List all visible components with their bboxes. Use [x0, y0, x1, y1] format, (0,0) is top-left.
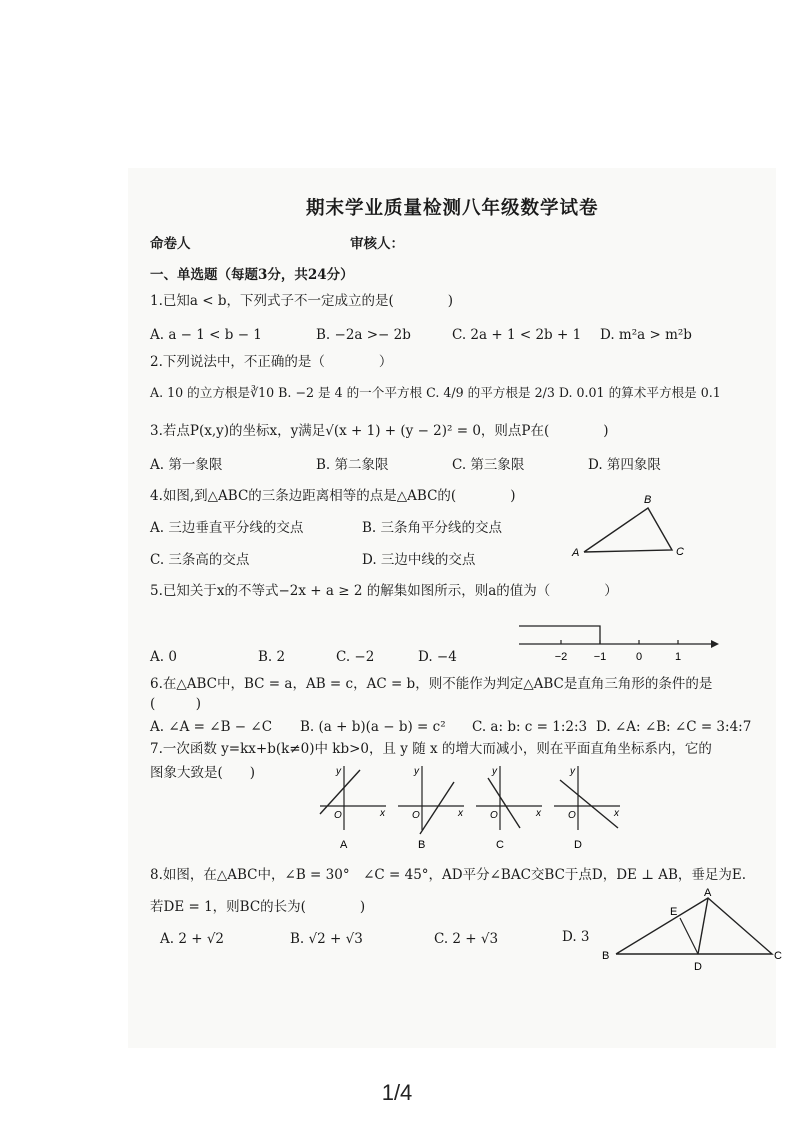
- question-1-option-d: D. m²a > m²b: [600, 327, 692, 343]
- graph-option-b: [396, 762, 468, 852]
- origin-label: O: [412, 810, 420, 821]
- question-1-option-b: B. −2a >− 2b: [316, 327, 411, 343]
- question-2-stem: 2.下列说法中，不正确的是（ ）: [150, 354, 393, 370]
- origin-label: O: [334, 810, 342, 821]
- origin-label: O: [568, 810, 576, 821]
- vertex-c-label: C: [676, 546, 684, 558]
- graph-option-a: [318, 762, 390, 852]
- graph-option-label: A: [340, 839, 348, 851]
- vertex-b-label: B: [602, 950, 610, 962]
- number-line-tick-label: 0: [635, 651, 643, 663]
- vertex-b-label: B: [644, 494, 652, 506]
- question-6-blank: ( ): [150, 696, 202, 712]
- graph-option-label: C: [496, 839, 504, 851]
- question-8-option-a: A. 2 + √2: [160, 931, 225, 947]
- question-5-option-d: D. −4: [418, 649, 457, 665]
- question-4-triangle-figure: [570, 490, 690, 562]
- question-6-option-a: A. ∠A = ∠B − ∠C: [150, 719, 273, 735]
- page-number: 1/4: [381, 1080, 413, 1105]
- question-3-option-d: D. 第四象限: [588, 457, 661, 473]
- graph-option-label: D: [574, 839, 582, 851]
- question-5-option-b: B. 2: [258, 649, 286, 665]
- y-axis-label: y: [570, 766, 575, 777]
- question-7-graph-options: [318, 762, 648, 852]
- number-line-arrow-icon: [711, 640, 719, 648]
- question-3-option-c: C. 第三象限: [452, 457, 525, 473]
- vertex-a-label: A: [704, 888, 712, 899]
- question-5-option-a: A. 0: [150, 649, 177, 665]
- author-label: 命卷人: [150, 236, 191, 252]
- page-title: 期末学业质量检测八年级数学试卷: [306, 198, 599, 219]
- question-4-option-b: B. 三条角平分线的交点: [362, 520, 503, 536]
- point-d-label: D: [694, 961, 702, 973]
- question-8-triangle-figure: [598, 888, 784, 974]
- question-3-option-a: A. 第一象限: [150, 457, 223, 473]
- question-5-number-line: [515, 618, 725, 668]
- question-1-option-c: C. 2a + 1 < 2b + 1: [452, 327, 582, 343]
- question-7-stem-cont: 图象大致是( ): [150, 765, 256, 781]
- question-4-option-d: D. 三边中线的交点: [362, 552, 476, 568]
- y-axis-label: y: [492, 766, 497, 777]
- question-6-stem: 6.在△ABC中，BC = a，AB = c，AC = b，则不能作为判定△ABC是直角三角形的条件的是: [150, 676, 713, 692]
- number-line-tick-label: −1: [593, 651, 607, 663]
- graph-option-c: [474, 762, 546, 852]
- graph-option-label: B: [418, 839, 426, 851]
- perpendicular-de: [680, 918, 698, 954]
- question-1-option-a: A. a − 1 < b − 1: [150, 327, 262, 343]
- solution-set-marker: [519, 626, 600, 644]
- question-6-option-d: D. ∠A: ∠B: ∠C = 3:4:7: [596, 719, 752, 735]
- x-axis-label: x: [536, 808, 541, 819]
- question-8-stem: 8.如图，在△ABC中，∠B = 30° ∠C = 45°，AD平分∠BAC交BC于点D，DE ⊥ AB，垂足为E.: [150, 867, 747, 883]
- question-3-stem: 3.若点P(x,y)的坐标x，y满足√(x + 1) + (y − 2)² = 0，则点P在( ): [150, 423, 609, 439]
- number-line-tick-label: −2: [554, 651, 568, 663]
- number-line-tick-label: 1: [674, 651, 682, 663]
- question-8-stem-cont: 若DE = 1，则BC的长为( ): [150, 899, 366, 915]
- question-4-stem: 4.如图,到△ABC的三条边距离相等的点是△ABC的( ): [150, 488, 516, 504]
- y-axis-label: y: [414, 766, 419, 777]
- question-8-option-d: D. 3: [562, 929, 590, 945]
- vertex-c-label: C: [774, 950, 782, 962]
- question-2-options: A. 10 的立方根是∛10 B. −2 是 4 的一个平方根 C. 4/9 的平方根是 2/3 D. 0.01 的算术平方根是 0.1: [150, 385, 721, 400]
- question-8-option-b: B. √2 + √3: [290, 931, 363, 947]
- question-1-stem: 1.已知a < b，下列式子不一定成立的是( ): [150, 293, 453, 309]
- graph-option-d: [552, 762, 624, 852]
- question-5-option-c: C. −2: [336, 649, 375, 665]
- question-4-option-a: A. 三边垂直平分线的交点: [150, 520, 304, 536]
- question-6-option-b: B. (a + b)(a − b) = c²: [300, 719, 446, 735]
- x-axis-label: x: [458, 808, 463, 819]
- x-axis-label: x: [380, 808, 385, 819]
- question-7-stem: 7.一次函数 y=kx+b(k≠0)中 kb>0，且 y 随 x 的增大而减小，则在平面直角坐标系内，它的: [150, 741, 712, 757]
- y-axis-label: y: [336, 766, 341, 777]
- question-5-stem: 5.已知关于x的不等式−2x + a ≥ 2 的解集如图所示，则a的值为（ ）: [150, 583, 618, 599]
- question-6-option-c: C. a: b: c = 1:2:3: [472, 719, 588, 735]
- question-3-option-b: B. 第二象限: [316, 457, 389, 473]
- triangle-abc: [584, 508, 672, 552]
- point-e-label: E: [670, 906, 678, 918]
- vertex-a-label: A: [572, 547, 580, 559]
- section-heading: 一、单选题（每题3分，共24分）: [150, 267, 354, 283]
- question-8-option-c: C. 2 + √3: [434, 931, 499, 947]
- reviewer-label: 审核人：: [350, 236, 404, 252]
- bisector-ad: [698, 898, 708, 954]
- function-line: [420, 782, 454, 834]
- origin-label: O: [490, 810, 498, 821]
- x-axis-label: x: [614, 808, 619, 819]
- question-4-option-c: C. 三条高的交点: [150, 552, 250, 568]
